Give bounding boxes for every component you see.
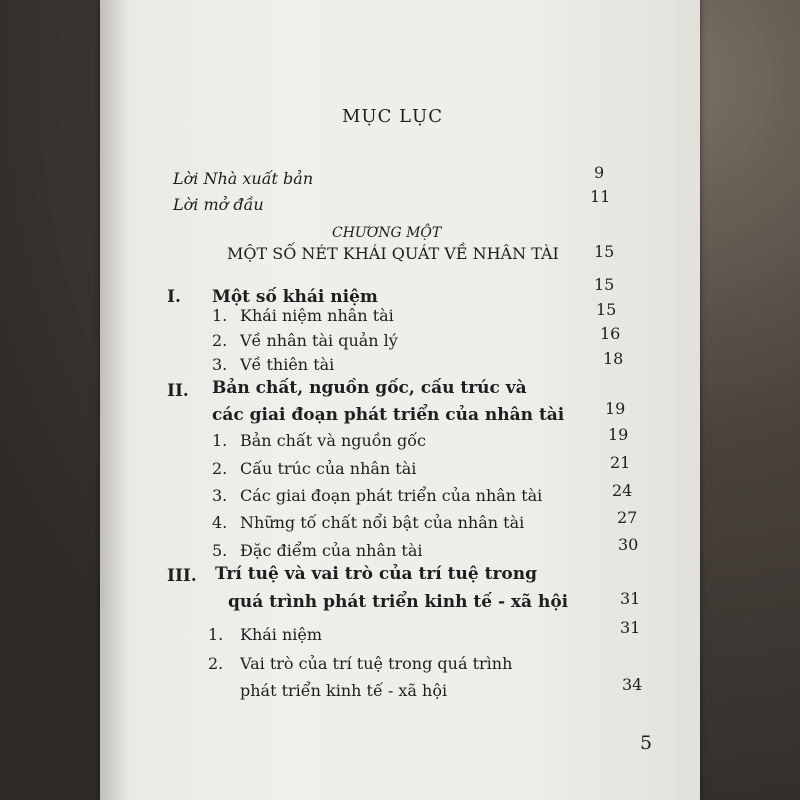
item-number: 2. bbox=[212, 331, 228, 350]
item-number: 1. bbox=[212, 306, 228, 325]
item-page: 19 bbox=[608, 425, 629, 444]
section-number: I. bbox=[167, 287, 181, 307]
item-number: 1. bbox=[208, 625, 224, 644]
item-page: 16 bbox=[600, 324, 621, 343]
item-title: phát triển kinh tế - xã hội bbox=[240, 681, 448, 700]
chapter-page: 15 bbox=[594, 242, 615, 261]
item-title: Những tố chất nổi bật của nhân tài bbox=[240, 513, 525, 532]
item-title: Về thiên tài bbox=[240, 355, 335, 374]
item-title: Cấu trúc của nhân tài bbox=[240, 459, 417, 478]
section-title: Trí tuệ và vai trò của trí tuệ trong bbox=[215, 564, 538, 584]
book-page bbox=[100, 0, 700, 800]
item-page: 34 bbox=[622, 675, 643, 694]
item-title: Bản chất và nguồn gốc bbox=[240, 431, 426, 450]
item-title: Đặc điểm của nhân tài bbox=[240, 541, 423, 560]
item-number: 3. bbox=[212, 355, 228, 374]
section-title: Một số khái niệm bbox=[212, 287, 378, 307]
item-title: Các giai đoạn phát triển của nhân tài bbox=[240, 486, 543, 505]
item-number: 4. bbox=[212, 513, 228, 532]
item-number: 2. bbox=[212, 459, 228, 478]
section-page: 31 bbox=[620, 589, 641, 608]
item-number: 3. bbox=[212, 486, 228, 505]
item-number: 2. bbox=[208, 654, 224, 673]
item-page: 15 bbox=[596, 300, 617, 319]
item-page: 30 bbox=[618, 535, 639, 554]
section-number: II. bbox=[167, 381, 189, 401]
toc-front-label: Lời Nhà xuất bản bbox=[173, 169, 314, 188]
item-page: 24 bbox=[612, 481, 633, 500]
item-number: 1. bbox=[212, 431, 228, 450]
item-page: 31 bbox=[620, 618, 641, 637]
toc-front-page: 11 bbox=[590, 187, 611, 206]
item-number: 5. bbox=[212, 541, 228, 560]
item-title: Khái niệm bbox=[240, 625, 323, 644]
section-number: III. bbox=[167, 566, 197, 586]
toc-front-label: Lời mở đầu bbox=[173, 195, 264, 214]
page-binding-shadow bbox=[100, 0, 130, 800]
chapter-title: MỘT SỐ NÉT KHÁI QUÁT VỀ NHÂN TÀI bbox=[227, 244, 559, 263]
toc-front-page: 9 bbox=[594, 163, 605, 182]
item-title: Về nhân tài quản lý bbox=[240, 331, 398, 350]
page-number: 5 bbox=[640, 732, 653, 754]
item-page: 18 bbox=[603, 349, 624, 368]
item-page: 27 bbox=[617, 508, 638, 527]
section-title: các giai đoạn phát triển của nhân tài bbox=[212, 405, 565, 425]
section-page: 15 bbox=[594, 275, 615, 294]
section-page: 19 bbox=[605, 399, 626, 418]
section-title: Bản chất, nguồn gốc, cấu trúc và bbox=[212, 378, 527, 398]
item-title: Khái niệm nhân tài bbox=[240, 306, 394, 325]
toc-title: MỤC LỤC bbox=[342, 106, 443, 127]
chapter-label: CHƯƠNG MỘT bbox=[332, 225, 442, 241]
item-title: Vai trò của trí tuệ trong quá trình bbox=[240, 654, 513, 673]
item-page: 21 bbox=[610, 453, 631, 472]
section-title: quá trình phát triển kinh tế - xã hội bbox=[228, 592, 569, 612]
